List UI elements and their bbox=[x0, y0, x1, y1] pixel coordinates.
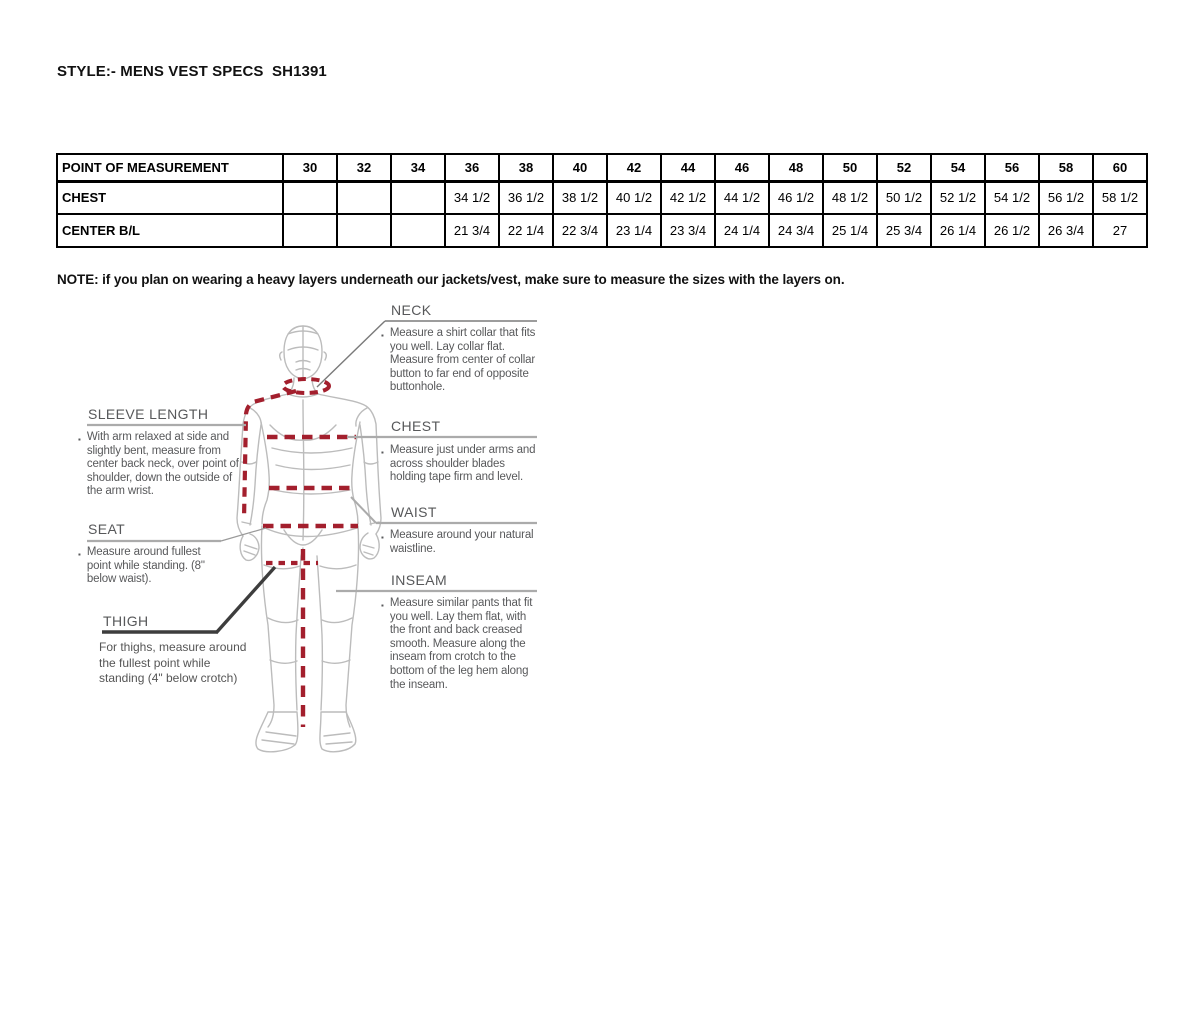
sleeve-measure-line bbox=[244, 391, 296, 520]
size-column-header: 42 bbox=[607, 154, 661, 181]
thigh-instructions: For thighs, measure around the fullest point while standing (4" below crotch) bbox=[99, 640, 247, 685]
thigh-heading: THIGH bbox=[103, 613, 149, 629]
measurement-cell bbox=[283, 214, 337, 247]
size-table-body bbox=[57, 181, 1147, 247]
mannequin-figure bbox=[237, 326, 381, 752]
bullet-icon: ▪ bbox=[381, 601, 384, 610]
size-column-header: 44 bbox=[661, 154, 715, 181]
neck-leader bbox=[317, 321, 385, 387]
measurement-cell: 48 1/2 bbox=[823, 181, 877, 214]
measurement-cell: 58 1/2 bbox=[1093, 181, 1147, 214]
measurement-cell: 21 3/4 bbox=[445, 214, 499, 247]
neck-instructions: ▪ Measure a shirt collar that fits you well. Lay collar flat. Measure from center of collar button to far end of opposite buttonhole. bbox=[381, 327, 536, 394]
sleeve-length-heading: SLEEVE LENGTH bbox=[88, 406, 209, 422]
measurement-cell: 24 1/4 bbox=[715, 214, 769, 247]
size-table bbox=[56, 153, 1148, 248]
page-title: STYLE:- MENS VEST SPECS SH1391 bbox=[57, 63, 327, 80]
point-of-measurement-header: POINT OF MEASUREMENT bbox=[57, 154, 283, 181]
measurement-cell bbox=[391, 181, 445, 214]
size-column-header: 56 bbox=[985, 154, 1039, 181]
bullet-icon: ▪ bbox=[381, 533, 384, 542]
row-label: CHEST bbox=[57, 181, 283, 214]
seat-heading: SEAT bbox=[88, 521, 126, 537]
measurement-cell: 52 1/2 bbox=[931, 181, 985, 214]
measurement-cell: 22 3/4 bbox=[553, 214, 607, 247]
inseam-instructions: ▪ Measure similar pants that fit you well. Lay them flat, with the front and back creased smooth. Measure along the inseam from crotch to the bottom of the leg hem along the inseam. bbox=[381, 597, 533, 691]
measurement-cell: 25 1/4 bbox=[823, 214, 877, 247]
measurement-cell bbox=[337, 181, 391, 214]
chest-instructions: ▪ Measure just under arms and across shoulder blades holding tape firm and level. bbox=[381, 444, 536, 484]
sleeve-length-instructions: ▪ With arm relaxed at side and slightly bent, measure from center back neck, over point of shoulder, down the outside of the arm wrist. bbox=[78, 431, 239, 498]
measurement-cell: 36 1/2 bbox=[499, 181, 553, 214]
size-column-header: 60 bbox=[1093, 154, 1147, 181]
size-column-header: 40 bbox=[553, 154, 607, 181]
measurement-cell: 26 1/2 bbox=[985, 214, 1039, 247]
size-table-header-row bbox=[57, 154, 1147, 181]
measurement-cell: 40 1/2 bbox=[607, 181, 661, 214]
measurement-cell: 24 3/4 bbox=[769, 214, 823, 247]
measurement-cell: 27 bbox=[1093, 214, 1147, 247]
chest-heading: CHEST bbox=[391, 418, 441, 434]
seat-leader bbox=[221, 528, 266, 541]
size-column-header: 36 bbox=[445, 154, 499, 181]
measurement-cell: 44 1/2 bbox=[715, 181, 769, 214]
size-column-header: 50 bbox=[823, 154, 877, 181]
table-row bbox=[57, 181, 1147, 214]
inseam-heading: INSEAM bbox=[391, 572, 448, 588]
measurement-cell: 56 1/2 bbox=[1039, 181, 1093, 214]
measurement-cell bbox=[337, 214, 391, 247]
waist-instructions: ▪ Measure around your natural waistline. bbox=[381, 529, 534, 555]
table-row bbox=[57, 214, 1147, 247]
measurement-cell: 23 1/4 bbox=[607, 214, 661, 247]
size-column-header: 32 bbox=[337, 154, 391, 181]
note-text: NOTE: if you plan on wearing a heavy layers underneath our jackets/vest, make sure to measure the sizes with the layers on. bbox=[57, 272, 845, 287]
waist-heading: WAIST bbox=[391, 504, 437, 520]
size-column-header: 46 bbox=[715, 154, 769, 181]
waist-leader bbox=[351, 497, 376, 523]
bullet-icon: ▪ bbox=[78, 435, 81, 444]
size-column-header: 48 bbox=[769, 154, 823, 181]
measurement-cell: 22 1/4 bbox=[499, 214, 553, 247]
bullet-icon: ▪ bbox=[381, 448, 384, 457]
measurement-cell: 23 3/4 bbox=[661, 214, 715, 247]
seat-instructions: ▪ Measure around fullest point while standing. (8" below waist). bbox=[78, 546, 205, 586]
measurement-cell: 38 1/2 bbox=[553, 181, 607, 214]
size-column-header: 52 bbox=[877, 154, 931, 181]
row-label: CENTER B/L bbox=[57, 214, 283, 247]
measurement-cell: 26 1/4 bbox=[931, 214, 985, 247]
measurement-cell: 42 1/2 bbox=[661, 181, 715, 214]
size-column-header: 34 bbox=[391, 154, 445, 181]
measurement-cell bbox=[283, 181, 337, 214]
measurement-cell bbox=[391, 214, 445, 247]
measurement-cell: 50 1/2 bbox=[877, 181, 931, 214]
size-column-header: 38 bbox=[499, 154, 553, 181]
size-column-header: 58 bbox=[1039, 154, 1093, 181]
size-column-header: 54 bbox=[931, 154, 985, 181]
size-column-header: 30 bbox=[283, 154, 337, 181]
bullet-icon: ▪ bbox=[78, 550, 81, 559]
neck-heading: NECK bbox=[391, 302, 432, 318]
measurement-cell: 34 1/2 bbox=[445, 181, 499, 214]
measurement-cell: 25 3/4 bbox=[877, 214, 931, 247]
bullet-icon: ▪ bbox=[381, 331, 384, 340]
size-table-header bbox=[57, 154, 1147, 181]
measurement-cell: 46 1/2 bbox=[769, 181, 823, 214]
measurement-cell: 26 3/4 bbox=[1039, 214, 1093, 247]
measurement-cell: 54 1/2 bbox=[985, 181, 1039, 214]
